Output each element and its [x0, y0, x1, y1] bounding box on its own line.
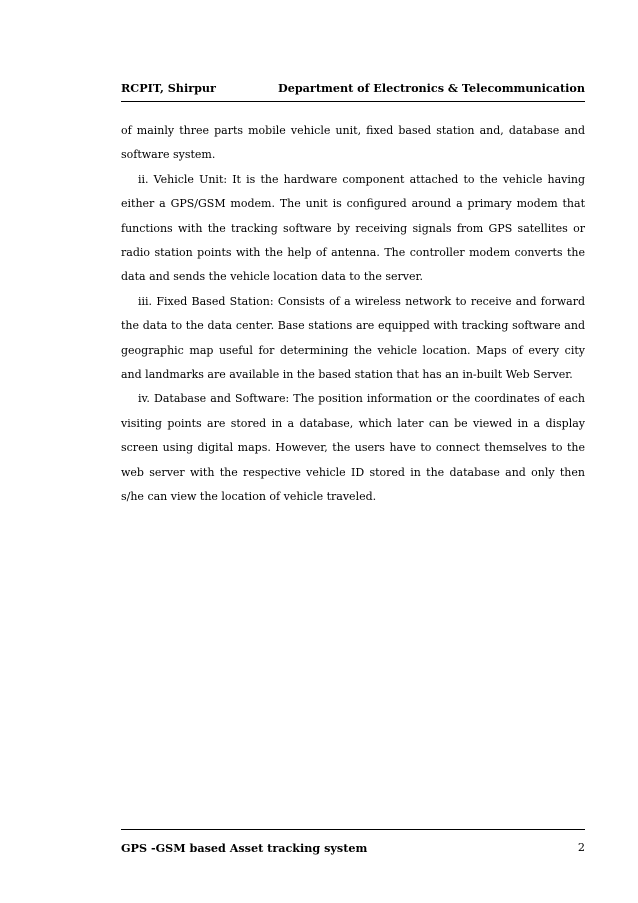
footer-title: GPS -GSM based Asset tracking system — [121, 841, 368, 855]
paragraph-intro: of mainly three parts mobile vehicle unit, fixed based station and, database and software system. — [121, 124, 585, 162]
header-department: Department of Electronics & Telecommunication — [278, 81, 585, 95]
page-header — [121, 81, 585, 102]
page-footer — [121, 829, 585, 855]
paragraph-fixed-based-station: iii. Fixed Based Station: Consists of a wireless network to receive and forward the data to the data center. Base stations are equipped with tracking software and geographic map useful for determining the vehicle location. Maps of every city and landmarks are available in the based station that has an in-built Web Server. — [121, 294, 585, 382]
paragraph-database-software: iv. Database and Software: The position information or the coordinates of each visiting points are stored in a database, which later can be viewed in a display screen using digital maps. However, the users have to connect themselves to the web server with the respective vehicle ID stored in the database and only then s/he can view the location of vehicle traveled. — [121, 392, 585, 504]
body-text — [121, 119, 585, 510]
page-number: 2 — [577, 841, 585, 854]
header-institution: RCPIT, Shirpur — [121, 81, 216, 95]
paragraph-vehicle-unit: ii. Vehicle Unit: It is the hardware component attached to the vehicle having either a GPS/GSM modem. The unit is configured around a primary modem that functions with the tracking software by receiving signals from GPS satellites or radio station points with the help of antenna. The controller modem converts the data and sends the vehicle location data to the server. — [121, 172, 585, 284]
